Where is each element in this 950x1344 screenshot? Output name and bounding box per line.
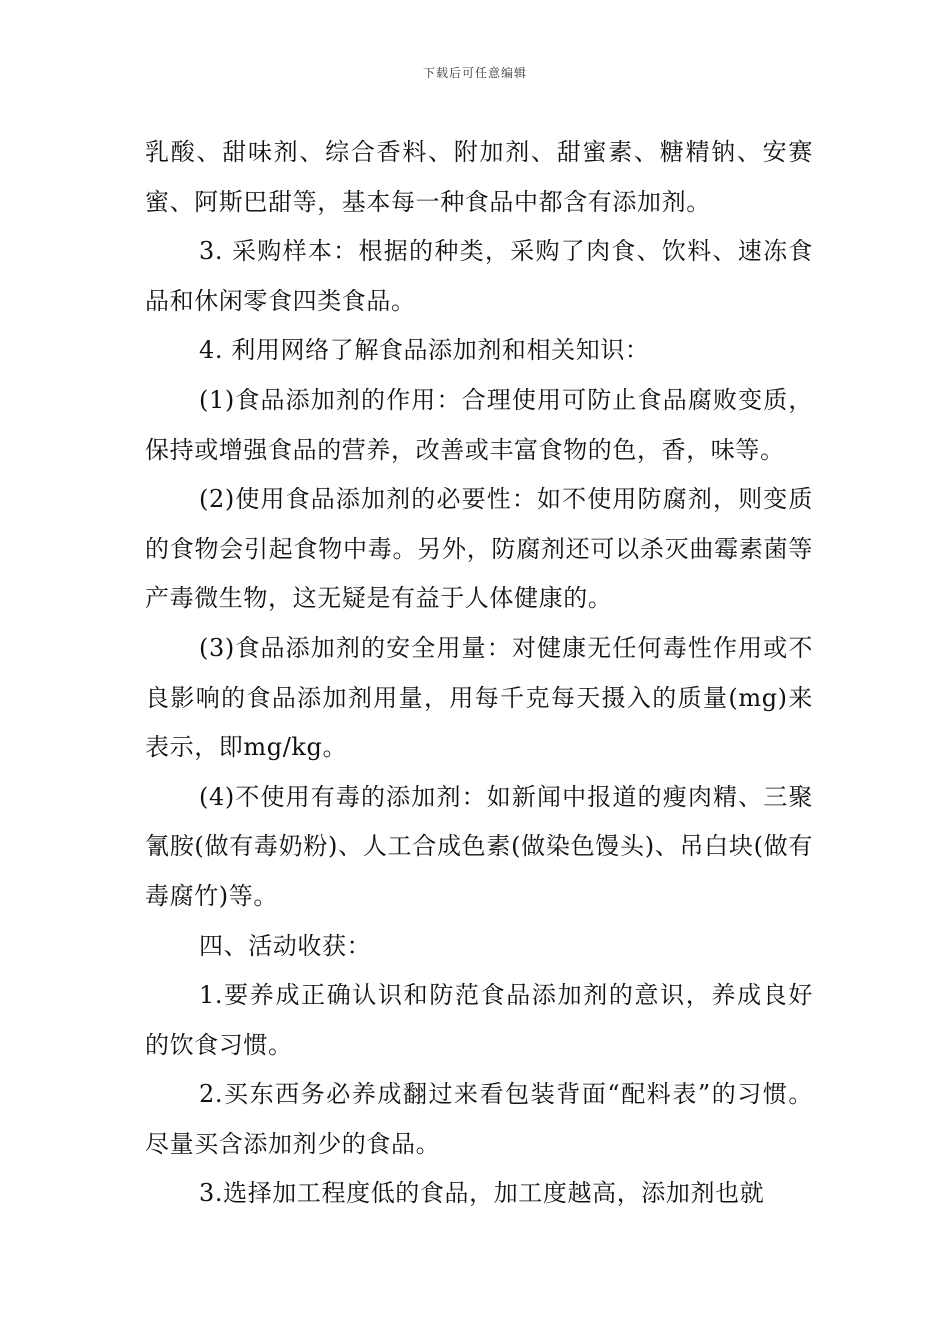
- paragraph-toxic-additives: (4)不使用有毒的添加剂：如新闻中报道的瘦肉精、三聚氰胺(做有毒奶粉)、人工合成色素(做染色馒头)、吊白块(做有毒腐竹)等。: [145, 782, 813, 910]
- paragraph-gain-1: 1.要养成正确认识和防范食品添加剂的意识，养成良好的饮食习惯。: [145, 981, 813, 1059]
- paragraph-gain-3: 3.选择加工程度低的食品，加工度越高，添加剂也就: [199, 1179, 765, 1208]
- paragraph-additive-function: (1)食品添加剂的作用：合理使用可防止食品腐败变质，保持或增强食品的营养，改善或丰富食物的色，香，味等。: [145, 385, 813, 464]
- paragraph-research: 4. 利用网络了解食品添加剂和相关知识：: [199, 336, 650, 365]
- paragraph-purchase-samples: 3. 采购样本：根据的种类，采购了肉食、饮料、速冻食品和休闲零食四类食品。: [145, 237, 813, 315]
- page-header: 下载后可任意编辑: [422, 66, 527, 80]
- section-heading-gains: 四、活动收获：: [199, 931, 372, 960]
- paragraph-gain-2: 2.买东西务必养成翻过来看包装背面“配料表”的习惯。尽量买含添加剂少的食品。: [145, 1080, 813, 1158]
- paragraph-additive-necessity: (2)使用食品添加剂的必要性：如不使用防腐剂，则变质的食物会引起食物中毒。另外，防腐剂还可以杀灭曲霉素菌等产毒微生物，这无疑是有益于人体健康的。: [145, 485, 813, 613]
- document-body: [145, 128, 813, 1219]
- paragraph-continued: 乳酸、甜味剂、综合香料、附加剂、甜蜜素、糖精钠、安赛蜜、阿斯巴甜等，基本每一种食品中都含有添加剂。: [145, 138, 813, 216]
- paragraph-safe-dosage: (3)食品添加剂的安全用量：对健康无任何毒性作用或不良影响的食品添加剂用量，用每千克每天摄入的质量(mg)来表示，即mg/kg。: [145, 633, 813, 762]
